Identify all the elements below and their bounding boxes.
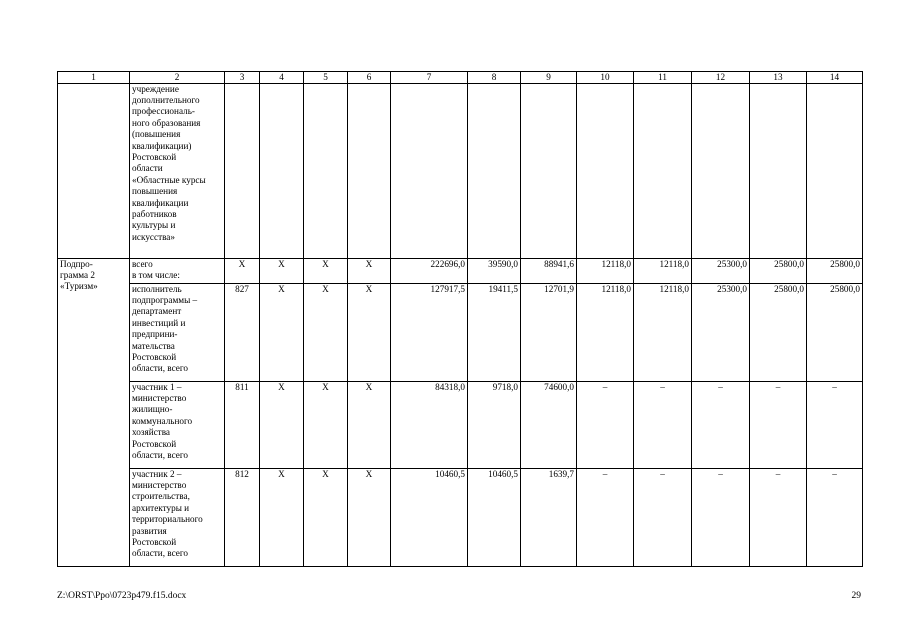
header-cell: 7 [391,72,468,84]
value-cell: 10460,5 [391,468,468,566]
footer-file-path: Z:\ORST\Ppo\0723p479.f15.docx [57,591,187,601]
value-cell: X [348,283,391,381]
value-cell: 12118,0 [577,283,634,381]
table-cell [58,83,130,258]
value-cell: 827 [225,283,260,381]
header-cell: 11 [634,72,692,84]
value-cell: 10460,5 [468,468,521,566]
table-cell [468,83,521,258]
value-cell: X [304,283,348,381]
value-cell: – [577,381,634,468]
value-cell: 25800,0 [807,283,863,381]
value-cell: 19411,5 [468,283,521,381]
value-cell: 222696,0 [391,258,468,283]
value-cell: 25300,0 [692,283,750,381]
value-cell: X [304,258,348,283]
executor-cell: участник 2 – министерство строительства, архитектуры и территориального развития Ростовской области, всего [130,468,225,566]
header-cell: 12 [692,72,750,84]
value-cell: 74600,0 [521,381,577,468]
table-cell [750,83,807,258]
table-cell [577,83,634,258]
value-cell: 12701,9 [521,283,577,381]
value-cell: 12118,0 [634,283,692,381]
value-cell: 25300,0 [692,258,750,283]
header-cell: 9 [521,72,577,84]
table-row [58,283,863,381]
value-cell: X [225,258,260,283]
value-cell: 88941,6 [521,258,577,283]
value-cell: – [692,468,750,566]
executor-cell: участник 1 – министерство жилищно- коммунального хозяйства Ростовской области, всего [130,381,225,468]
value-cell: 1639,7 [521,468,577,566]
value-cell: – [634,381,692,468]
value-cell: – [750,381,807,468]
value-cell: X [348,381,391,468]
value-cell: 39590,0 [468,258,521,283]
table-cell [348,83,391,258]
table-row [58,381,863,468]
table-header-row [58,72,863,84]
value-cell: – [807,381,863,468]
value-cell: 25800,0 [750,258,807,283]
value-cell: 12118,0 [634,258,692,283]
header-cell: 3 [225,72,260,84]
value-cell: X [304,468,348,566]
value-cell: X [348,468,391,566]
subprogram-cell: Подпро- грамма 2 «Туризм» [58,258,130,566]
table-row [58,83,863,258]
header-cell: 10 [577,72,634,84]
value-cell: 812 [225,468,260,566]
table-cell [225,83,260,258]
value-cell: – [750,468,807,566]
value-cell: – [577,468,634,566]
table-row [58,468,863,566]
header-cell: 14 [807,72,863,84]
executor-cell: всего в том числе: [130,258,225,283]
value-cell: X [348,258,391,283]
header-cell: 5 [304,72,348,84]
value-cell: X [260,468,304,566]
header-cell: 2 [130,72,225,84]
value-cell: – [807,468,863,566]
value-cell: X [304,381,348,468]
page-number: 29 [851,591,861,601]
value-cell: 811 [225,381,260,468]
table-cell [807,83,863,258]
executor-cell: исполнитель подпрограммы – департамент инвестиций и предприни- мательства Ростовской области, всего [130,283,225,381]
table-cell [391,83,468,258]
budget-table [57,71,863,567]
organization-name-cell: учреждение дополнительного профессиональ- ного образования (повышения квалификации) Ростовской области «Областные курсы повышения квалификации работников культуры и искусства» [130,83,225,258]
value-cell: – [634,468,692,566]
table-cell [260,83,304,258]
value-cell: X [260,258,304,283]
table-cell [304,83,348,258]
value-cell: X [260,283,304,381]
header-cell: 6 [348,72,391,84]
value-cell: 127917,5 [391,283,468,381]
table-cell [634,83,692,258]
value-cell: 84318,0 [391,381,468,468]
header-cell: 13 [750,72,807,84]
value-cell: 25800,0 [750,283,807,381]
table-row [58,258,863,283]
value-cell: – [692,381,750,468]
value-cell: 9718,0 [468,381,521,468]
header-cell: 8 [468,72,521,84]
table-cell [692,83,750,258]
value-cell: 12118,0 [577,258,634,283]
value-cell: X [260,381,304,468]
header-cell: 4 [260,72,304,84]
value-cell: 25800,0 [807,258,863,283]
table-cell [521,83,577,258]
header-cell: 1 [58,72,130,84]
